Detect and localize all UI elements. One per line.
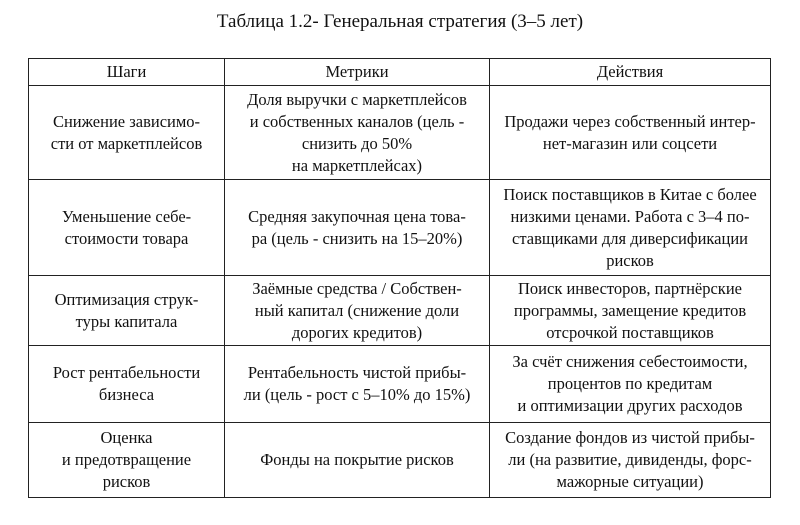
table-row bbox=[29, 423, 771, 498]
cell-line: на маркетплейсах) bbox=[291, 155, 423, 175]
cell-line: нет-магазин или соцсети bbox=[542, 133, 718, 153]
step-cell bbox=[29, 423, 225, 498]
cell-line: низкими ценами. Работа с 3–4 по- bbox=[510, 206, 750, 226]
action-cell bbox=[490, 423, 771, 498]
cell-line: дорогих кредитов) bbox=[291, 322, 423, 342]
cell-line: ли (на развитие, дивиденды, форс- bbox=[508, 450, 752, 469]
cell-line: Рост рентабельности bbox=[52, 363, 201, 382]
column-header-steps: Шаги bbox=[29, 59, 225, 86]
cell-line: Поиск инвесторов, партнёрские bbox=[518, 278, 742, 298]
cell-line: и оптимизации других расходов bbox=[517, 396, 743, 415]
step-cell bbox=[29, 86, 225, 180]
metric-cell bbox=[225, 423, 490, 498]
table-row bbox=[29, 180, 771, 276]
cell-line: и собственных каналов (цель - bbox=[249, 111, 465, 131]
column-header-actions: Действия bbox=[490, 59, 771, 86]
cell-line: отсрочкой поставщиков bbox=[546, 322, 714, 342]
metric-cell bbox=[225, 346, 490, 423]
cell-line: и предотвращение bbox=[61, 450, 192, 469]
cell-line: Оценка bbox=[100, 428, 153, 447]
cell-line: За счёт снижения себестоимости, bbox=[512, 352, 748, 371]
table-row bbox=[29, 276, 771, 346]
cell-line: ный капитал (снижение доли bbox=[254, 300, 460, 320]
action-cell bbox=[490, 180, 771, 276]
cell-line: снизить до 50% bbox=[301, 133, 413, 153]
cell-line: стоимости товара bbox=[64, 228, 189, 248]
cell-line: Поиск поставщиков в Китае с более bbox=[503, 184, 757, 204]
strategy-table bbox=[28, 58, 771, 498]
cell-line: рисков bbox=[606, 250, 654, 270]
cell-line: ли (цель - рост с 5–10% до 15%) bbox=[243, 385, 471, 404]
cell-line: рисков bbox=[102, 472, 151, 491]
step-cell bbox=[29, 346, 225, 423]
metric-cell bbox=[225, 276, 490, 346]
cell-line: сти от маркетплейсов bbox=[50, 133, 203, 153]
action-cell bbox=[490, 86, 771, 180]
action-cell bbox=[490, 276, 771, 346]
column-header-metrics: Метрики bbox=[225, 59, 490, 86]
cell-line: ставщиками для диверсификации bbox=[512, 228, 748, 248]
cell-line: Фонды на покрытие рисков bbox=[260, 450, 454, 469]
cell-line: Создание фондов из чистой прибы- bbox=[505, 428, 755, 447]
table-caption: Таблица 1.2- Генеральная стратегия (3–5 лет) bbox=[216, 11, 584, 32]
cell-line: бизнеса bbox=[98, 385, 155, 404]
cell-line: Заёмные средства / Собствен- bbox=[252, 278, 462, 298]
cell-line: Средняя закупочная цена това- bbox=[248, 206, 466, 226]
table-row bbox=[29, 346, 771, 423]
cell-line: мажорные ситуации) bbox=[556, 472, 704, 491]
action-cell bbox=[490, 346, 771, 423]
cell-line: процентов по кредитам bbox=[547, 374, 713, 393]
step-cell bbox=[29, 276, 225, 346]
table-header-row bbox=[29, 59, 771, 86]
cell-line: Рентабельность чистой прибы- bbox=[247, 363, 467, 382]
cell-line: Снижение зависимо- bbox=[52, 111, 201, 131]
cell-line: Продажи через собственный интер- bbox=[504, 111, 756, 131]
cell-line: Уменьшение себе- bbox=[61, 206, 192, 226]
cell-line: ра (цель - снизить на 15–20%) bbox=[251, 228, 463, 248]
metric-cell bbox=[225, 180, 490, 276]
table-row bbox=[29, 86, 771, 180]
cell-line: Оптимизация струк- bbox=[54, 289, 199, 309]
metric-cell bbox=[225, 86, 490, 180]
step-cell bbox=[29, 180, 225, 276]
cell-line: Доля выручки с маркетплейсов bbox=[247, 89, 467, 109]
cell-line: программы, замещение кредитов bbox=[513, 300, 747, 320]
cell-line: туры капитала bbox=[75, 311, 178, 331]
